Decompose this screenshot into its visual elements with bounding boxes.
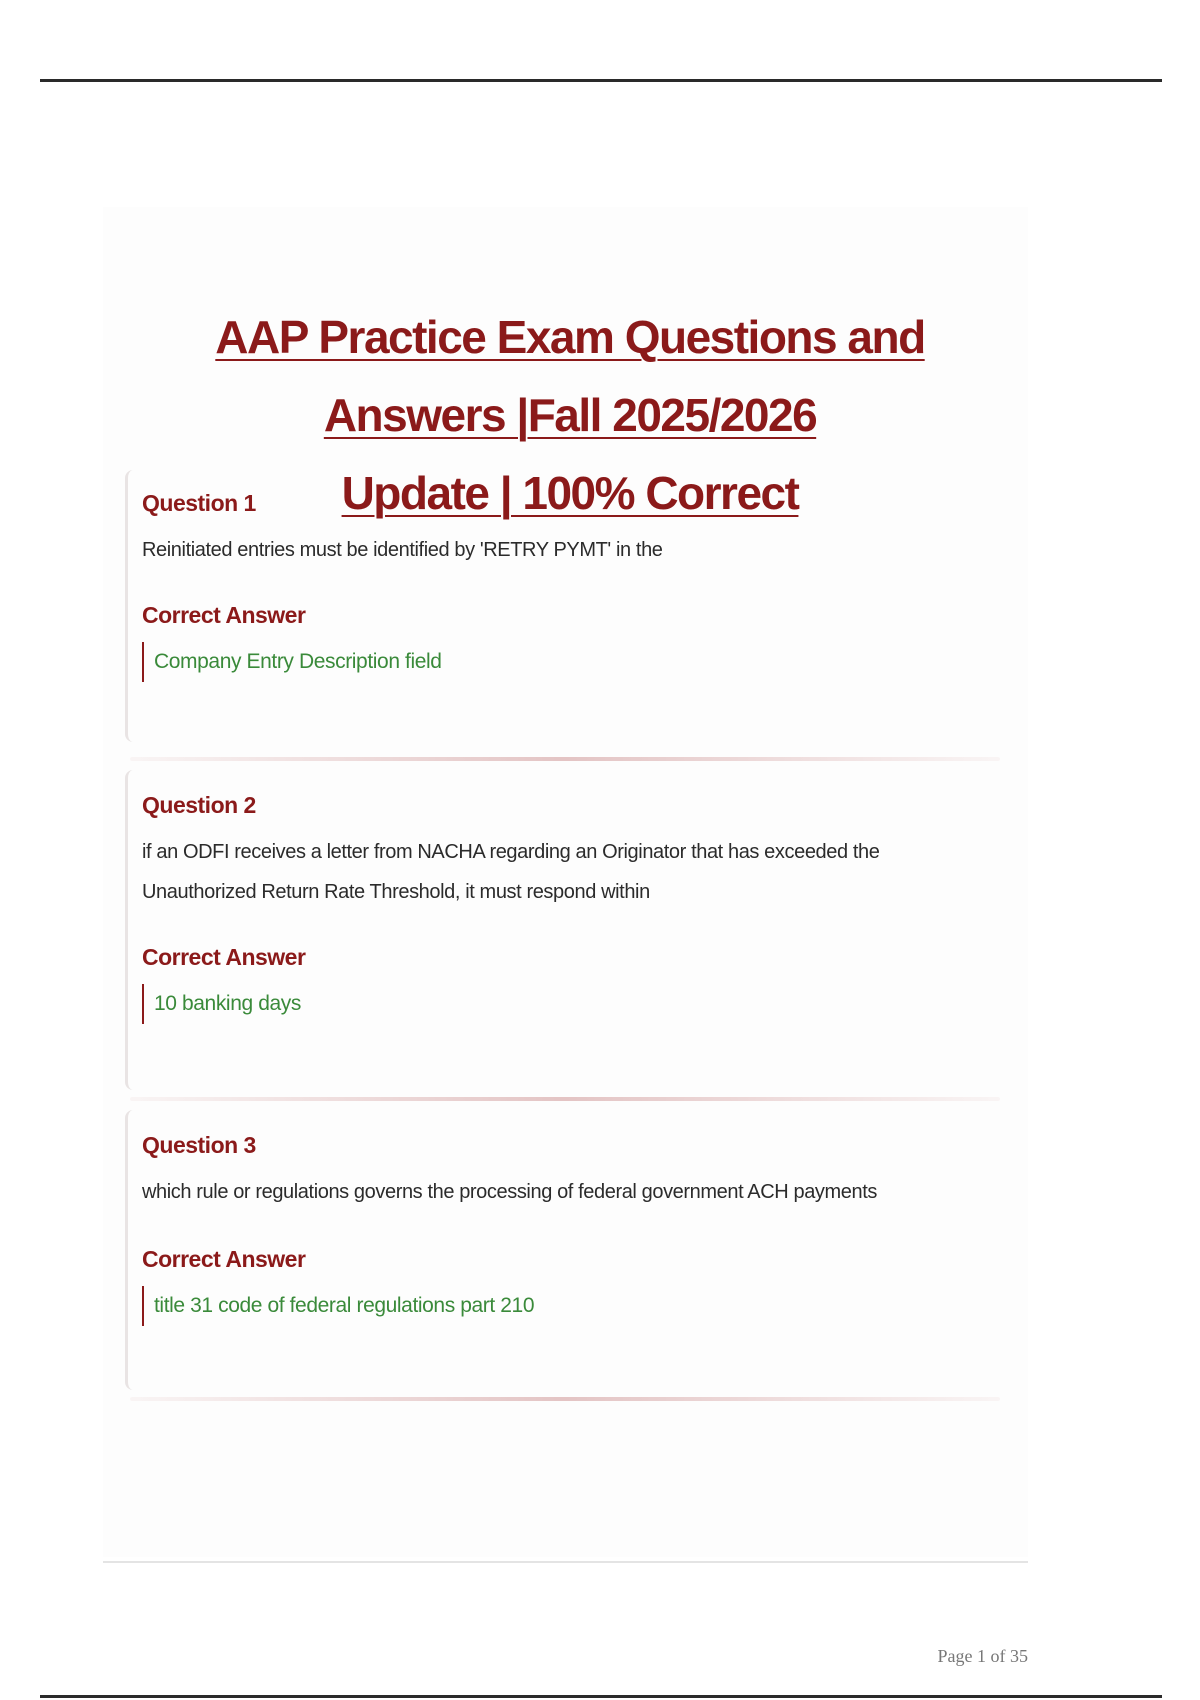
page-bottom-rule: [40, 1695, 1162, 1698]
correct-answer-text: Company Entry Description field: [142, 642, 442, 682]
question-label: Question 3: [142, 1132, 256, 1158]
correct-answer-text: 10 banking days: [142, 984, 301, 1024]
page-number: Page 1 of 35: [937, 1646, 1028, 1666]
question-label: Question 1: [142, 490, 256, 516]
correct-answer-label: Correct Answer: [142, 602, 306, 628]
page-top-rule: [40, 79, 1162, 82]
question-text: Reinitiated entries must be identified by 'RETRY PYMT' in the: [142, 539, 663, 561]
card-divider: [130, 1397, 1000, 1401]
question-card-3: [125, 1110, 1000, 1390]
document-title-line-2: Update | 100% Correct: [341, 467, 799, 519]
footer-rule: [103, 1561, 1028, 1563]
question-card-1: [125, 470, 1000, 742]
correct-answer-text: title 31 code of federal regulations part 210: [142, 1286, 534, 1326]
card-divider: [130, 1097, 1000, 1101]
question-label: Question 2: [142, 792, 256, 818]
document-title-line-1: AAP Practice Exam Questions and Answers |Fall 2025/2026: [215, 311, 925, 441]
correct-answer-label: Correct Answer: [142, 944, 306, 970]
question-card-2: [125, 770, 1000, 1090]
card-divider: [130, 757, 1000, 761]
question-text: if an ODFI receives a letter from NACHA regarding an Originator that has exceeded the Unauthorized Return Rate Threshold, it must respond within: [142, 841, 880, 903]
correct-answer-label: Correct Answer: [142, 1246, 306, 1272]
question-text: which rule or regulations governs the processing of federal government ACH payments: [142, 1181, 877, 1203]
